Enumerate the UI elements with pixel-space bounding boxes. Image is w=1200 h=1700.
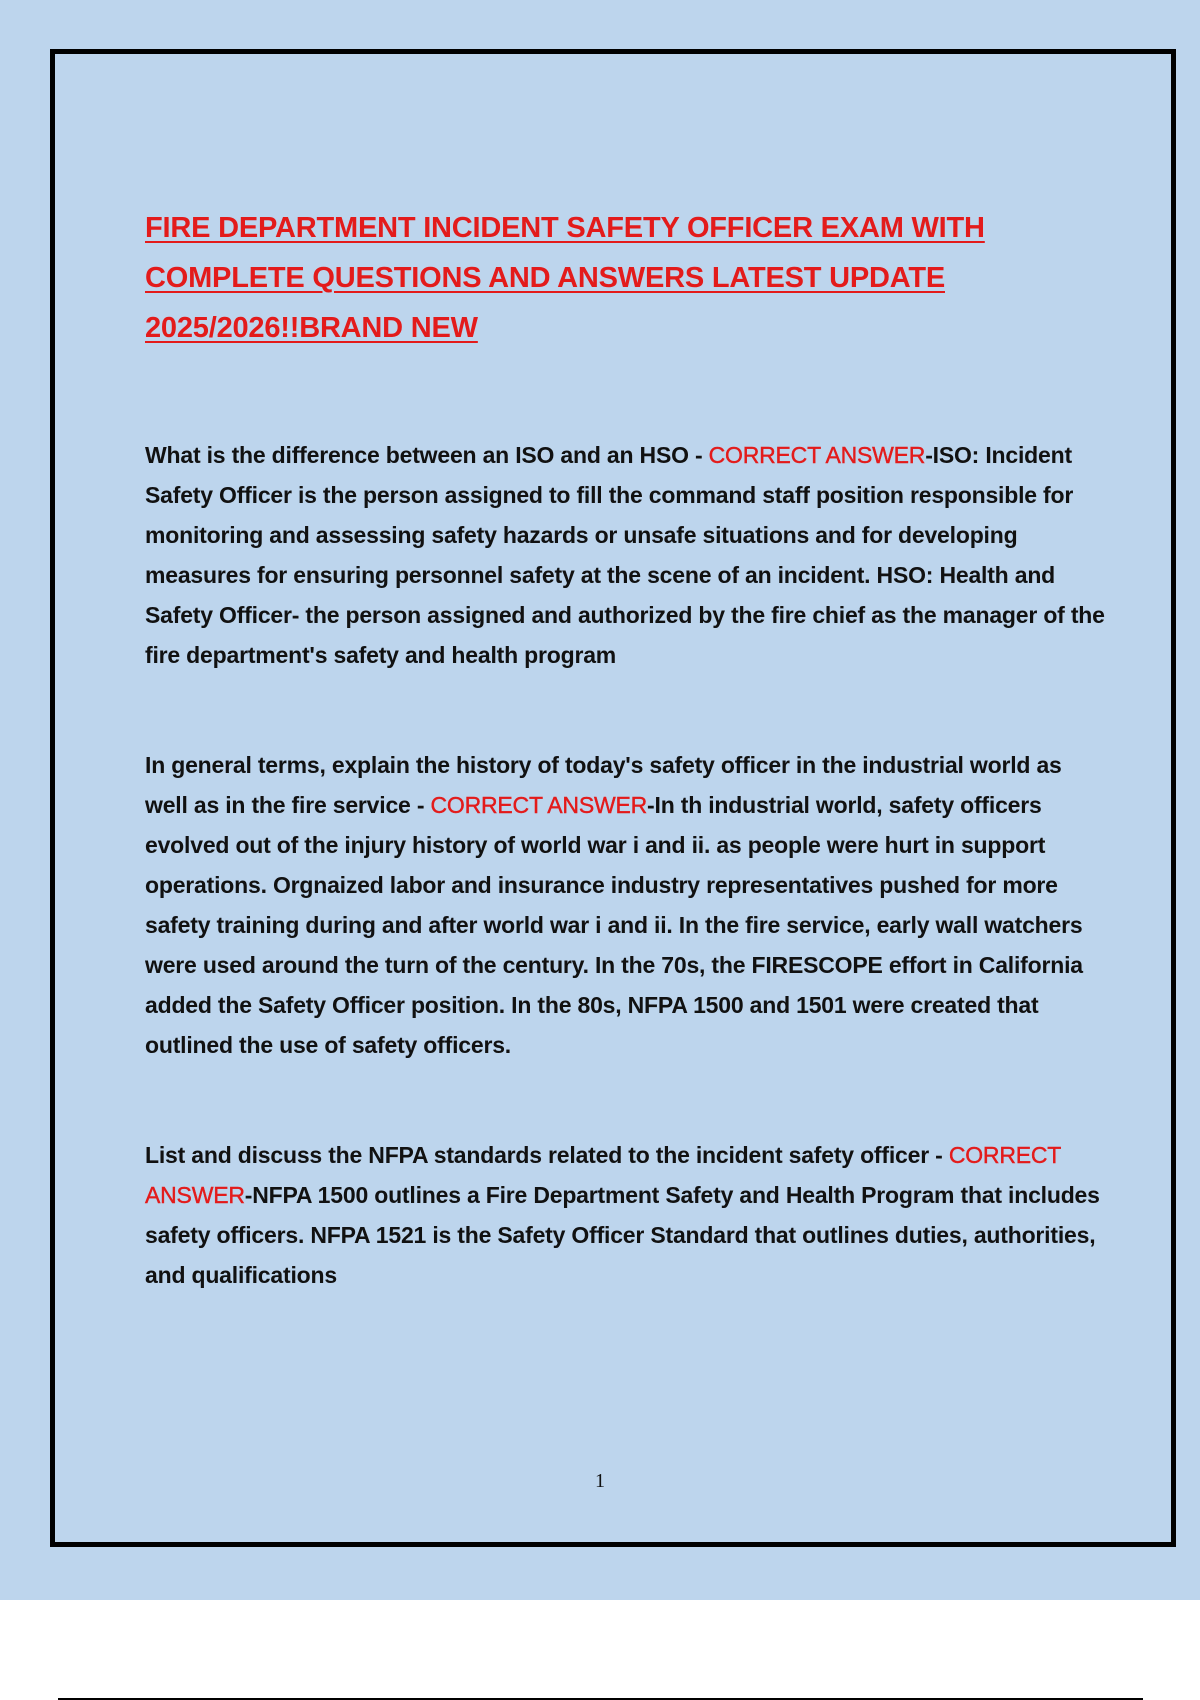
qa-item-3 [145, 1135, 1105, 1295]
qa-item-2 [145, 745, 1105, 1065]
correct-answer-marker: CORRECT ANSWER [708, 442, 926, 468]
correct-answer-marker: CORRECT ANSWER [145, 1142, 1061, 1208]
answer-text: -NFPA 1500 outlines a Fire Department Safety and Health Program that includes safety officers. NFPA 1521 is the Safety Officer Standard that outlines duties, authorities, and qualifications [145, 1182, 1100, 1288]
qa-item-1 [145, 435, 1105, 675]
page-number: 1 [595, 1470, 605, 1492]
answer-text: -In th industrial world, safety officers evolved out of the injury history of world war i and ii. as people were hurt in support operations. Orgnaized labor and insurance industry representatives pushed for more safety training during and after world war i and ii. In the fire service, early wall watchers were used around the turn of the century. In the 70s, the FIRESCOPE effort in California added the Safety Officer position. In the 80s, NFPA 1500 and 1501 were created that outlined the use of safety officers. [145, 792, 1083, 1058]
question-text: In general terms, explain the history of today's safety officer in the industrial world as well as in the fire service - [145, 752, 1062, 818]
answer-text: -ISO: Incident Safety Officer is the person assigned to fill the command staff position responsible for monitoring and assessing safety hazards or unsafe situations and for developing measures for ensuring personnel safety at the scene of an incident. HSO: Health and Safety Officer- the person assigned and authorized by the fire chief as the manager of the fire department's safety and health program [145, 442, 1105, 668]
question-text: List and discuss the NFPA standards related to the incident safety officer - [145, 1142, 949, 1168]
document-content [145, 203, 1105, 1295]
question-text: What is the difference between an ISO and an HSO - [145, 442, 709, 468]
document-title: FIRE DEPARTMENT INCIDENT SAFETY OFFICER EXAM WITH COMPLETE QUESTIONS AND ANSWERS LATEST UPDATE 2025/2026!!BRAND NEW [145, 212, 985, 344]
correct-answer-marker: CORRECT ANSWER [430, 792, 648, 818]
